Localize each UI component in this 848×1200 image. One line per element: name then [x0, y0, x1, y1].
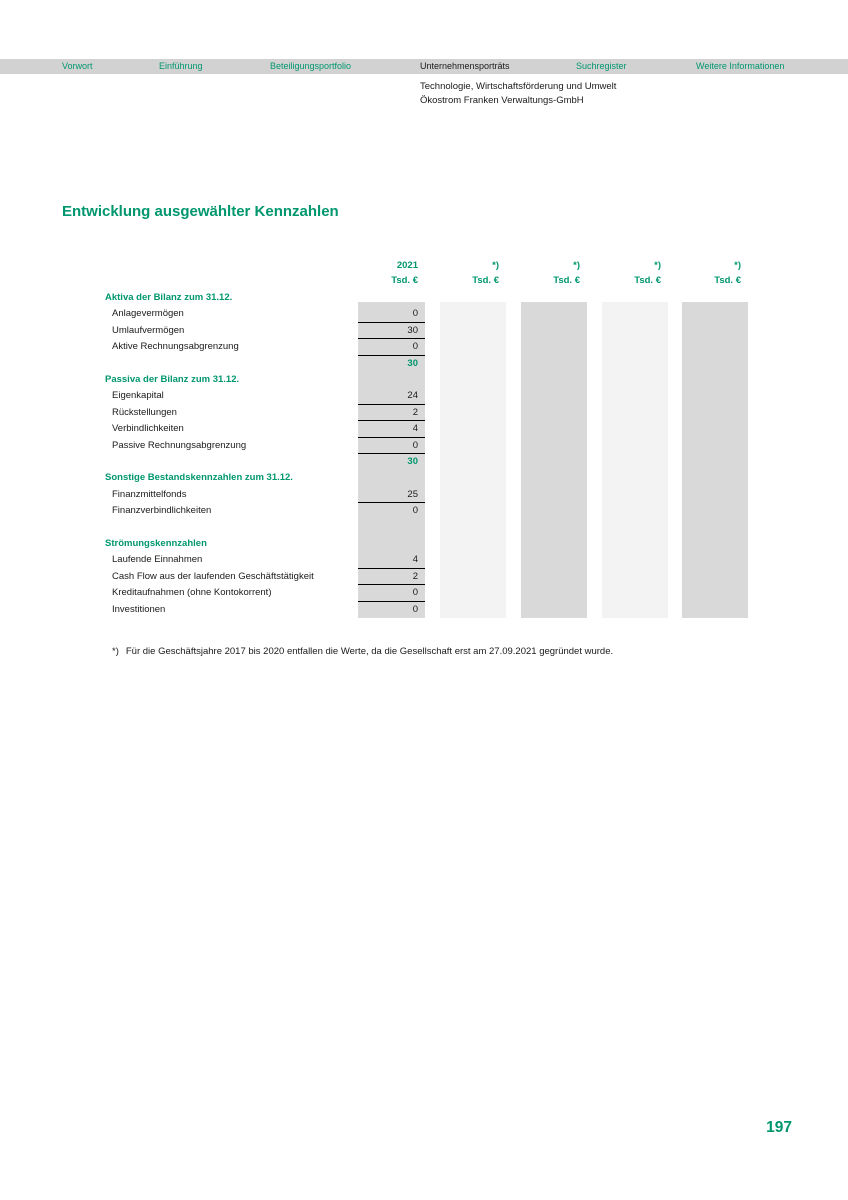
table-row: [0, 438, 848, 454]
row-label: Kreditaufnahmen (ohne Kontokorrent): [112, 587, 272, 599]
table-row: [0, 470, 848, 486]
nav-item-beteiligungsportfolio[interactable]: Beteiligungsportfolio: [270, 61, 352, 71]
row-label: Rückstellungen: [112, 406, 177, 418]
footnote: [112, 646, 613, 657]
column-unit: Tsd. €: [553, 275, 580, 286]
table-row: [0, 290, 848, 306]
row-value: 2: [358, 405, 425, 421]
table-row: [0, 569, 848, 585]
row-label: Passiva der Bilanz zum 31.12.: [105, 374, 240, 385]
row-label: Laufende Einnahmen: [112, 554, 203, 566]
table-row: [0, 520, 848, 536]
row-value: 2: [358, 569, 425, 585]
row-label: Finanzmittelfonds: [112, 488, 187, 500]
column-year: 2021: [396, 260, 418, 271]
row-label: Investitionen: [112, 603, 166, 615]
row-label: Sonstige Bestandskennzahlen zum 31.12.: [105, 472, 293, 484]
row-label: Umlaufvermögen: [112, 324, 185, 336]
column-unit: Tsd. €: [634, 275, 661, 286]
table-column-header: [440, 258, 506, 288]
row-label: Strömungskennzahlen: [105, 538, 207, 549]
table-column-header: [682, 258, 748, 288]
row-label: Anlagevermögen: [112, 308, 184, 320]
nav-item-weitere-informationen[interactable]: Weitere Informationen: [696, 61, 785, 71]
table-row: [0, 356, 848, 372]
row-label: Eigenkapital: [112, 390, 164, 402]
breadcrumb-line-2: Ökostrom Franken Verwaltungs-GmbH: [420, 95, 584, 106]
table-row: [0, 602, 848, 618]
column-unit: Tsd. €: [472, 275, 499, 286]
row-label: Aktiva der Bilanz zum 31.12.: [105, 292, 233, 303]
table-row: [0, 421, 848, 437]
row-value: 4: [358, 552, 425, 568]
table-row: [0, 323, 848, 339]
table-column-header: [521, 258, 587, 288]
page-title: Entwicklung ausgewählter Kennzahlen: [62, 203, 339, 220]
table-column-header: [602, 258, 668, 288]
footnote-text: Für die Geschäftsjahre 2017 bis 2020 entfallen die Werte, da die Gesellschaft erst am 27.09.2021 gegründet wurde.: [125, 646, 614, 657]
table-row: [0, 372, 848, 388]
column-year: *): [654, 260, 661, 271]
row-value: 0: [412, 505, 418, 517]
row-value: 0: [358, 585, 425, 601]
row-value: 4: [358, 421, 425, 437]
row-value: 0: [412, 603, 418, 615]
column-year: *): [573, 260, 580, 271]
table-row: [0, 552, 848, 568]
page-number: 197: [766, 1119, 792, 1136]
footnote-marker: *): [112, 646, 119, 657]
table-row: [0, 388, 848, 404]
column-unit: Tsd. €: [714, 275, 741, 286]
table-row: [0, 487, 848, 503]
row-label: Aktive Rechnungsabgrenzung: [112, 341, 239, 353]
row-value: 0: [358, 306, 425, 322]
nav-item-einfuhrung[interactable]: Einführung: [159, 61, 203, 71]
row-value: 0: [358, 339, 425, 355]
row-label: Cash Flow aus der laufenden Geschäftstätigkeit: [112, 570, 314, 582]
row-value: 30: [407, 357, 418, 369]
column-year: *): [734, 260, 741, 271]
nav-bar: [0, 59, 848, 74]
row-label: Passive Rechnungsabgrenzung: [112, 439, 247, 451]
column-year: *): [492, 260, 499, 271]
table-row: [0, 536, 848, 552]
nav-item-unternehmensportrats[interactable]: Unternehmensporträts: [420, 61, 510, 71]
row-label: Verbindlichkeiten: [112, 423, 184, 435]
row-value: 25: [358, 487, 425, 503]
row-label: Finanzverbindlichkeiten: [112, 505, 212, 517]
table-row: [0, 454, 848, 470]
column-unit: Tsd. €: [391, 275, 418, 286]
row-value: 0: [358, 438, 425, 454]
table-row: [0, 405, 848, 421]
row-value: 24: [358, 388, 425, 404]
table-row: [0, 339, 848, 355]
table-row: [0, 503, 848, 519]
table-column-header: [358, 258, 425, 288]
breadcrumb-line-1: Technologie, Wirtschaftsförderung und Umwelt: [420, 81, 617, 92]
table-row: [0, 306, 848, 322]
row-value: 30: [407, 456, 418, 467]
row-value: 30: [358, 323, 425, 339]
table-row: [0, 585, 848, 601]
nav-item-suchregister[interactable]: Suchregister: [576, 61, 627, 71]
nav-item-vorwort[interactable]: Vorwort: [62, 61, 93, 71]
